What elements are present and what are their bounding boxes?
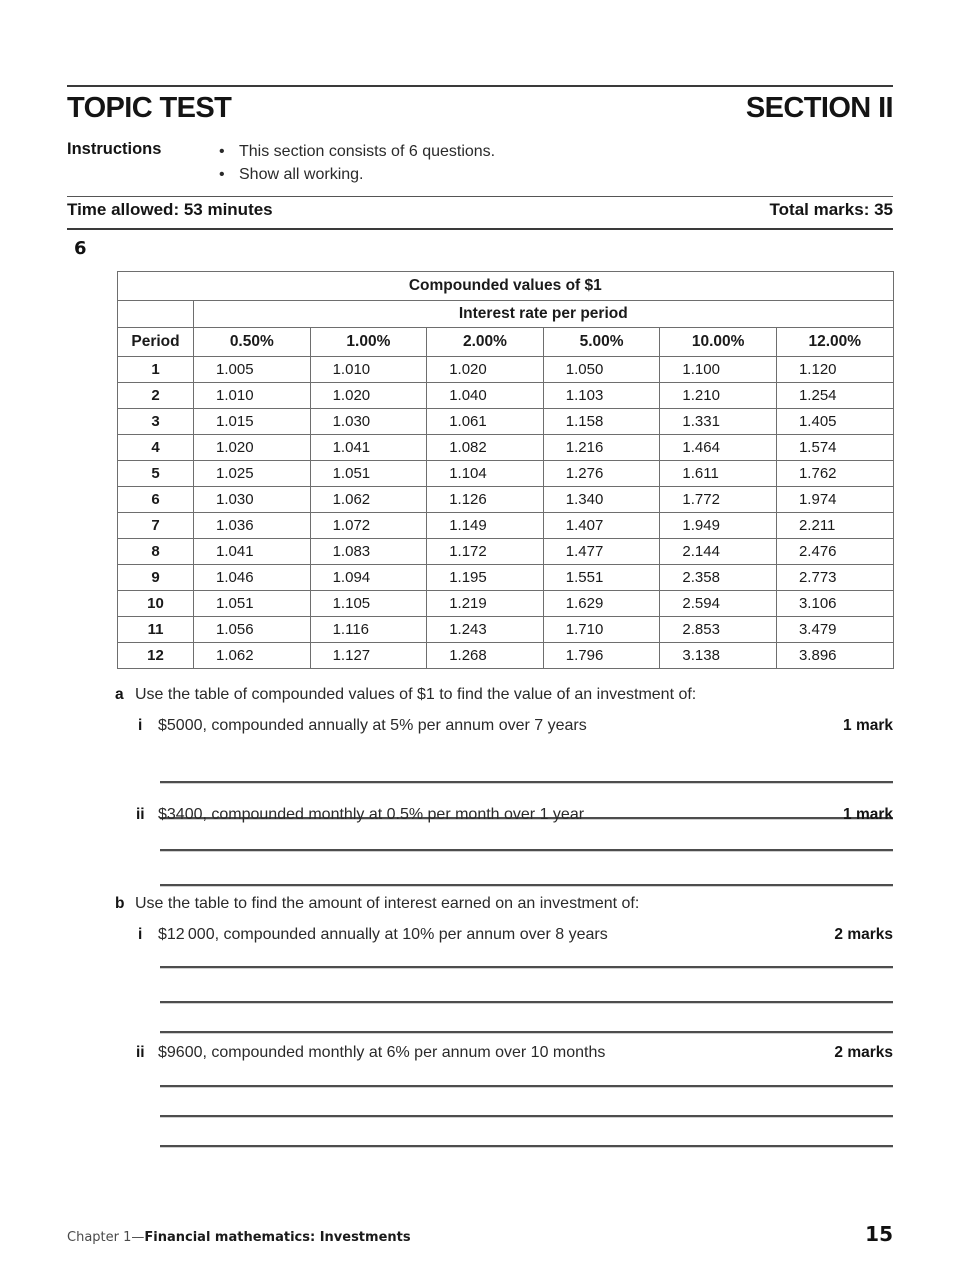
column-header-rate: 12.00%: [776, 328, 893, 357]
cell-value: 1.100: [660, 357, 777, 383]
cell-value: 1.050: [543, 357, 660, 383]
cell-period: 1: [118, 357, 194, 383]
cell-value: 1.149: [427, 513, 544, 539]
cell-value: 1.005: [194, 357, 311, 383]
cell-period: 10: [118, 591, 194, 617]
answer-line[interactable]: [160, 1001, 893, 1004]
header-top-rule: [67, 85, 893, 87]
column-header-rate: 10.00%: [660, 328, 777, 357]
cell-value: 1.276: [543, 461, 660, 487]
part-a-ii-text: $3400, compounded monthly at 0.5% per month over 1 year: [158, 806, 585, 823]
table-row: [118, 409, 894, 435]
time-marks-row: [67, 200, 893, 220]
page-number: 15: [865, 1222, 893, 1246]
cell-value: 2.476: [776, 539, 893, 565]
column-header-period: Period: [118, 328, 194, 357]
cell-value: 1.051: [310, 461, 427, 487]
cell-value: 1.629: [543, 591, 660, 617]
cell-value: 1.041: [310, 435, 427, 461]
part-b-i-row: [138, 926, 608, 944]
bullet-icon: •: [219, 166, 225, 183]
cell-value: 1.056: [194, 617, 311, 643]
table-subtitle: Interest rate per period: [194, 301, 894, 328]
cell-value: 2.853: [660, 617, 777, 643]
table-row: [118, 383, 894, 409]
header-mid-rule: [67, 196, 893, 197]
answer-line[interactable]: [160, 1145, 893, 1148]
header-bottom-rule: [67, 228, 893, 230]
cell-value: 1.158: [543, 409, 660, 435]
part-a-i-row: [138, 717, 587, 735]
cell-value: 1.020: [310, 383, 427, 409]
answer-line[interactable]: [160, 966, 893, 969]
cell-value: 3.106: [776, 591, 893, 617]
question-number: 6: [74, 238, 87, 259]
page-footer: [67, 1222, 893, 1246]
cell-value: 2.594: [660, 591, 777, 617]
part-a-stem: Use the table of compounded values of $1 to find the value of an investment of:: [135, 686, 697, 703]
part-b-stem-row: [115, 895, 639, 913]
table-row: [118, 357, 894, 383]
cell-period: 3: [118, 409, 194, 435]
cell-value: 1.020: [194, 435, 311, 461]
cell-value: 1.041: [194, 539, 311, 565]
cell-value: 1.405: [776, 409, 893, 435]
part-a-i-marker: i: [138, 717, 143, 734]
cell-value: 3.138: [660, 643, 777, 669]
page-title-row: [67, 92, 893, 125]
cell-value: 1.126: [427, 487, 544, 513]
instruction-text: Show all working.: [239, 166, 364, 183]
cell-value: 1.464: [660, 435, 777, 461]
cell-value: 1.116: [310, 617, 427, 643]
cell-value: 1.061: [427, 409, 544, 435]
cell-value: 1.331: [660, 409, 777, 435]
part-b-stem: Use the table to find the amount of interest earned on an investment of:: [135, 895, 640, 912]
cell-value: 1.025: [194, 461, 311, 487]
cell-period: 11: [118, 617, 194, 643]
cell-period: 8: [118, 539, 194, 565]
part-a-ii-marker: ii: [136, 806, 145, 823]
cell-value: 1.046: [194, 565, 311, 591]
column-header-rate: 2.00%: [427, 328, 544, 357]
cell-value: 1.062: [310, 487, 427, 513]
part-b-ii-row: [136, 1044, 605, 1062]
table-row: [118, 513, 894, 539]
answer-line[interactable]: [160, 1031, 893, 1034]
compounded-values-table: [117, 271, 894, 669]
cell-value: 1.407: [543, 513, 660, 539]
table-row: [118, 435, 894, 461]
cell-value: 1.340: [543, 487, 660, 513]
table-title-row: [118, 272, 894, 301]
cell-value: 1.796: [543, 643, 660, 669]
cell-value: 1.949: [660, 513, 777, 539]
cell-value: 1.268: [427, 643, 544, 669]
cell-period: 9: [118, 565, 194, 591]
cell-value: 1.072: [310, 513, 427, 539]
footer-chapter-prefix: Chapter 1—: [67, 1230, 145, 1245]
table-subtitle-row: [118, 301, 894, 328]
cell-value: 1.010: [310, 357, 427, 383]
cell-period: 12: [118, 643, 194, 669]
bullet-icon: •: [219, 143, 225, 160]
cell-value: 1.105: [310, 591, 427, 617]
cell-value: 1.772: [660, 487, 777, 513]
cell-period: 5: [118, 461, 194, 487]
cell-period: 7: [118, 513, 194, 539]
table-row: [118, 487, 894, 513]
cell-value: 1.710: [543, 617, 660, 643]
cell-value: 1.127: [310, 643, 427, 669]
answer-line[interactable]: [160, 1085, 893, 1088]
page-title: TOPIC TEST: [67, 92, 232, 124]
part-a-marker: a: [115, 686, 124, 703]
table-body: [118, 357, 894, 669]
part-a-ii-marks: 1 mark: [843, 806, 893, 823]
cell-period: 4: [118, 435, 194, 461]
answer-line[interactable]: [160, 781, 893, 784]
table-header-row: [118, 328, 894, 357]
cell-value: 1.611: [660, 461, 777, 487]
answer-line[interactable]: [160, 884, 893, 887]
instruction-text: This section consists of 6 questions.: [239, 143, 496, 160]
cell-value: 1.083: [310, 539, 427, 565]
column-header-rate: 1.00%: [310, 328, 427, 357]
instruction-item: [217, 163, 495, 186]
cell-period: 2: [118, 383, 194, 409]
section-title: SECTION II: [745, 92, 893, 124]
cell-value: 1.020: [427, 357, 544, 383]
table-row: [118, 461, 894, 487]
table-row: [118, 591, 894, 617]
cell-period: 6: [118, 487, 194, 513]
part-b-i-marker: i: [138, 926, 143, 943]
total-marks: Total marks: 35: [769, 200, 893, 219]
footer-chapter-title: Financial mathematics: Investments: [144, 1230, 411, 1245]
cell-value: 1.195: [427, 565, 544, 591]
table-row: [118, 643, 894, 669]
column-header-rate: 5.00%: [543, 328, 660, 357]
answer-line[interactable]: [160, 1115, 893, 1118]
table-corner-cell: [118, 301, 194, 328]
part-a-i-text: $5000, compounded annually at 5% per annum over 7 years: [158, 717, 587, 734]
cell-value: 1.219: [427, 591, 544, 617]
cell-value: 1.574: [776, 435, 893, 461]
table-row: [118, 539, 894, 565]
cell-value: 1.103: [543, 383, 660, 409]
cell-value: 1.477: [543, 539, 660, 565]
cell-value: 1.120: [776, 357, 893, 383]
cell-value: 1.243: [427, 617, 544, 643]
column-header-rate: 0.50%: [194, 328, 311, 357]
instructions-block: [67, 140, 893, 186]
footer-chapter: [67, 1230, 411, 1245]
part-b-marker: b: [115, 895, 125, 912]
cell-value: 2.211: [776, 513, 893, 539]
cell-value: 1.216: [543, 435, 660, 461]
cell-value: 2.358: [660, 565, 777, 591]
cell-value: 1.062: [194, 643, 311, 669]
cell-value: 1.082: [427, 435, 544, 461]
cell-value: 1.040: [427, 383, 544, 409]
part-b-i-marks: 2 marks: [834, 926, 893, 943]
cell-value: 1.030: [310, 409, 427, 435]
table-title: Compounded values of $1: [118, 272, 894, 301]
part-b-ii-marker: ii: [136, 1044, 145, 1061]
cell-value: 1.974: [776, 487, 893, 513]
cell-value: 3.479: [776, 617, 893, 643]
table-row: [118, 565, 894, 591]
instruction-item: [217, 140, 495, 163]
time-allowed: Time allowed: 53 minutes: [67, 200, 273, 219]
cell-value: 1.762: [776, 461, 893, 487]
cell-value: 1.104: [427, 461, 544, 487]
cell-value: 1.051: [194, 591, 311, 617]
cell-value: 1.172: [427, 539, 544, 565]
cell-value: 3.896: [776, 643, 893, 669]
part-b-ii-marks: 2 marks: [834, 1044, 893, 1061]
part-b-i-text: $12 000, compounded annually at 10% per annum over 8 years: [158, 926, 608, 943]
table-row: [118, 617, 894, 643]
cell-value: 2.773: [776, 565, 893, 591]
instructions-list: [217, 140, 495, 186]
instructions-label: Instructions: [67, 140, 162, 158]
part-a-stem-row: [115, 686, 696, 704]
answer-line[interactable]: [160, 849, 893, 852]
cell-value: 1.015: [194, 409, 311, 435]
cell-value: 1.254: [776, 383, 893, 409]
cell-value: 1.551: [543, 565, 660, 591]
part-a-ii-row: [136, 806, 584, 824]
cell-value: 1.210: [660, 383, 777, 409]
part-a-i-marks: 1 mark: [843, 717, 893, 734]
cell-value: 1.036: [194, 513, 311, 539]
cell-value: 2.144: [660, 539, 777, 565]
cell-value: 1.094: [310, 565, 427, 591]
cell-value: 1.010: [194, 383, 311, 409]
cell-value: 1.030: [194, 487, 311, 513]
part-b-ii-text: $9600, compounded monthly at 6% per annum over 10 months: [158, 1044, 606, 1061]
